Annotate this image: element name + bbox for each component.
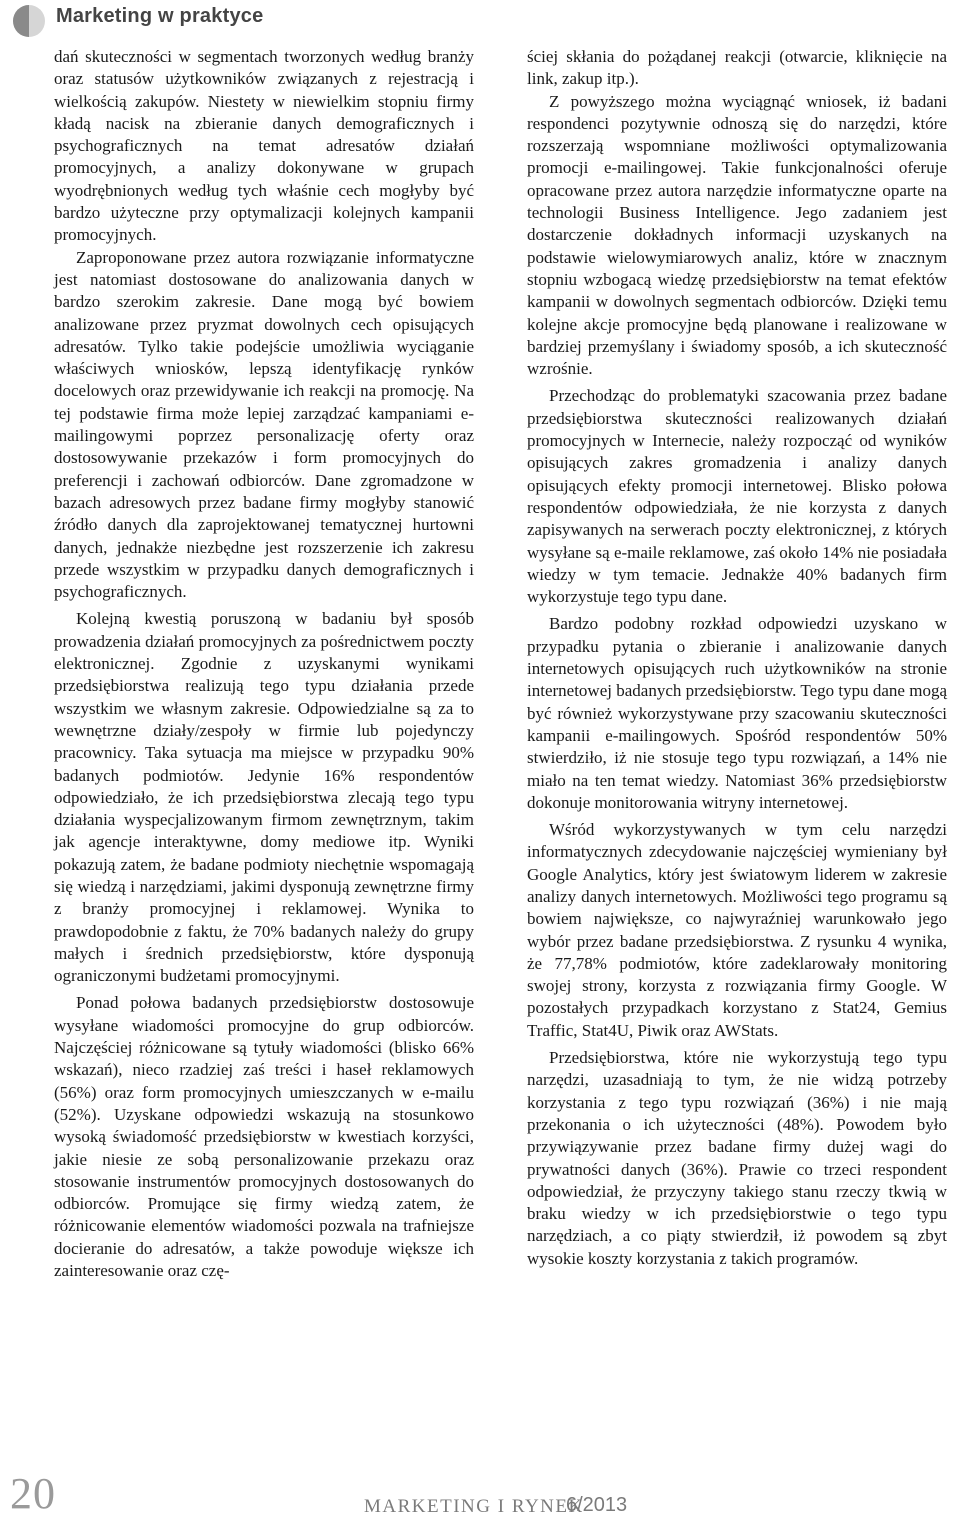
page-header — [0, 0, 960, 36]
paragraph: Zaproponowane przez autora rozwiązanie informatyczne jest natomiast dostosowane do analizowania danych w bardzo szerokim zakresie. Dane mogą być bowiem analizowane przez pryzmat dowolnych cech opisujących adresatów. Tylko takie podejście umożliwia wyciąganie właściwych wniosków, lepszą identyfikację rynków docelowych oraz przewidywanie ich reakcji na promocję. Na tej podstawie firma może lepiej zarządzać kampaniami e-mailingowymi poprzez personalizację oferty oraz dostosowywanie przekazów i form promocyjnych do preferencji i zachowań odbiorców. Dane zgromadzone w bazach adresowych przez badane firmy mogłyby stanowić źródło danych dla zaprojektowanej tematycznej hurtowni danych, jednakże niezbędne jest rozszerzenie ich zakresu przede wszystkim w przypadku danych demograficznych i psychograficznych. — [54, 247, 474, 602]
article-column-right — [527, 46, 947, 1270]
issue-number: 6/2013 — [566, 1494, 628, 1516]
half-circle-logo-icon — [12, 4, 46, 38]
paragraph: ściej skłania do pożądanej reakcji (otwarcie, kliknięcie na link, zakup itp.). — [527, 47, 947, 89]
paragraph: Przechodząc do problematyki szacowania przez badane przedsiębiorstwa skuteczności realizowanych działań promocyjnych w Internecie, należy rozpocząć od wyników opisujących zakres gromadzenia i analizy danych opisujących efekty promocji internetowej. Blisko połowa respondentów odpowiedziała, że nie korzysta z danych zapisywanych na serwerach poczty elektronicznej, z których wysyłane są e-maile reklamowe, zaś około 14% nie posiadała wiedzy w tym temacie. Jednakże 40% badanych firm wykorzystuje tego typu dane. — [527, 386, 947, 607]
paragraph: Bardzo podobny rozkład odpowiedzi uzyskano w przypadku pytania o zbieranie i analizowanie danych internetowych opisujących ruch użytkowników na stronie internetowej badanych przedsiębiorstw. Tego typu dane mogą być również wykorzystywane przy szacowaniu skuteczności kampanii e-mailingowych. Spośród respondentów 50% stwierdziło, iż nie stosuje tego typu rozwiązań, a 14% nie miało na ten temat wiedzy. Natomiast 36% przedsiębiorstw dokonuje monitorowania witryny internetowej. — [527, 614, 947, 812]
paragraph: Ponad połowa badanych przedsiębiorstw dostosowuje wysyłane wiadomości promocyjne do grup odbiorców. Najczęściej różnicowane są tytuły wiadomości (blisko 66% wskazań), nieco rzadziej zaś treści i haseł reklamowych (56%) oraz form promocyjnych umieszczanych w e-mailu (52%). Uzyskane odpowiedzi wskazują na stosunkowo wysoką świadomość przedsiębiorstw w kwestiach korzyści, jakie niesie ze sobą personalizowanie przekazu oraz stosowanie instrumentów promocyjnych dostosowanych do odbiorców. Promujące się firmy wiedzą zatem, że różnicowanie elementów wiadomości pozwala na trafniejsze docieranie do adresatów, a także powoduje większe ich zainteresowanie oraz czę- — [54, 993, 474, 1281]
paragraph: dań skuteczności w segmentach tworzonych według branży oraz statusów użytkowników związanych z rejestracją i wielkością zakupów. Niestety w niewielkim stopniu firmy kładą nacisk na zbieranie danych demograficznych i psychograficznych na temat adresatów działań promocyjnych, a analizy dokonywane w grupach wyodrębnionych według tych właśnie cech mogłyby być bardzo użyteczne przy optymalizacji kolejnych kampanii promocyjnych. — [54, 47, 474, 245]
section-title: Marketing w praktyce — [56, 5, 264, 27]
paragraph: Kolejną kwestią poruszoną w badaniu był sposób prowadzenia działań promocyjnych za pośrednictwem poczty elektronicznej. Zgodnie z uzyskanymi wynikami przedsiębiorstwa realizują tego typu działania przede wszystkim we własnym zakresie. Odpowiedzialne są za to wewnętrzne działy/zespoły w firmie lub pojedynczy pracownicy. Taka sytuacja ma miejsce w przypadku 90% badanych podmiotów. Jedynie 16% respondentów odpowiedziało, że ich przedsiębiorstwa zlecają tego typu działania wyspecjalizowanym firmom zewnętrznym, takim jak agencje interaktywne, domy mediowe itp. Wyniki pokazują zatem, że badane podmioty niechętnie wspomagają się wiedzą i narzędziami, jakimi dysponują zewnętrzne firmy z branży promocyjnej i reklamowej. Wynika to prawdopodobnie z faktu, że 70% badanych należy do grupy małych i średnich przedsiębiorstw, które dysponują ograniczonymi budżetami promocyjnymi. — [54, 609, 474, 986]
paragraph: Przedsiębiorstwa, które nie wykorzystują tego typu narzędzi, uzasadniają to tym, że nie widzą potrzeby korzystania z tego typu rozwiązań (36%) i nie mają przekonania o ich użyteczności (48%). Powodem było przywiązywanie przez badane firmy dużej wagi do prywatności danych (36%). Prawie co trzeci respondent odpowiedział, że przyczyny takiego stanu rzeczy tkwią w braku wiedzy w ich przedsiębiorstwie o tego typu narzędziach, a co piąty stwierdził, iż powodem są zbyt wysokie koszty korzystania z takich programów. — [527, 1048, 947, 1268]
paragraph: Wśród wykorzystywanych w tym celu narzędzi informatycznych zdecydowanie najczęściej wymieniany był Google Analytics, który jest światowym liderem w zakresie analizy danych internetowych. Możliwości tego programu są bowiem największe, co najwyraźniej warunkowało jego wybór przez badane przedsiębiorstwa. Z rysunku 4 wynika, że 77,78% podmiotów, które zadeklarowały monitoring swojej strony, korzysta z rozwiązania firmy Google. W pozostałych przypadkach korzystano z Stat24, Gemius Traffic, Stat4U, Piwik oraz AWStats. — [527, 820, 947, 1040]
article-column-left — [54, 46, 474, 1282]
page-number: 20 — [10, 1469, 56, 1518]
paragraph: Z powyższego można wyciągnąć wniosek, iż badani respondenci pozytywnie odnoszą się do narzędzi, które rozszerzają wspomniane możliwości optymalizowania promocji e-mailingowej. Takie funkcjonalności oferuje opracowane przez autora narzędzie informatyczne oparte na technologii Business Intelligence. Jego zadaniem jest dostarczenie dokładnych informacji uzyskanych na podstawie wielowymiarowych analiz, które w znacznym stopniu wzbogacą wiedzę przedsiębiorstw na temat efektów kampanii w dowolnych segmentach odbiorców. Dzięki temu kolejne akcje promocyjne będą planowane i realizowane w bardziej przemyślany i świadomy sposób, a ich skuteczność wzrośnie. — [527, 91, 947, 379]
publication-name: MARKETING I RYNEK — [364, 1496, 584, 1517]
